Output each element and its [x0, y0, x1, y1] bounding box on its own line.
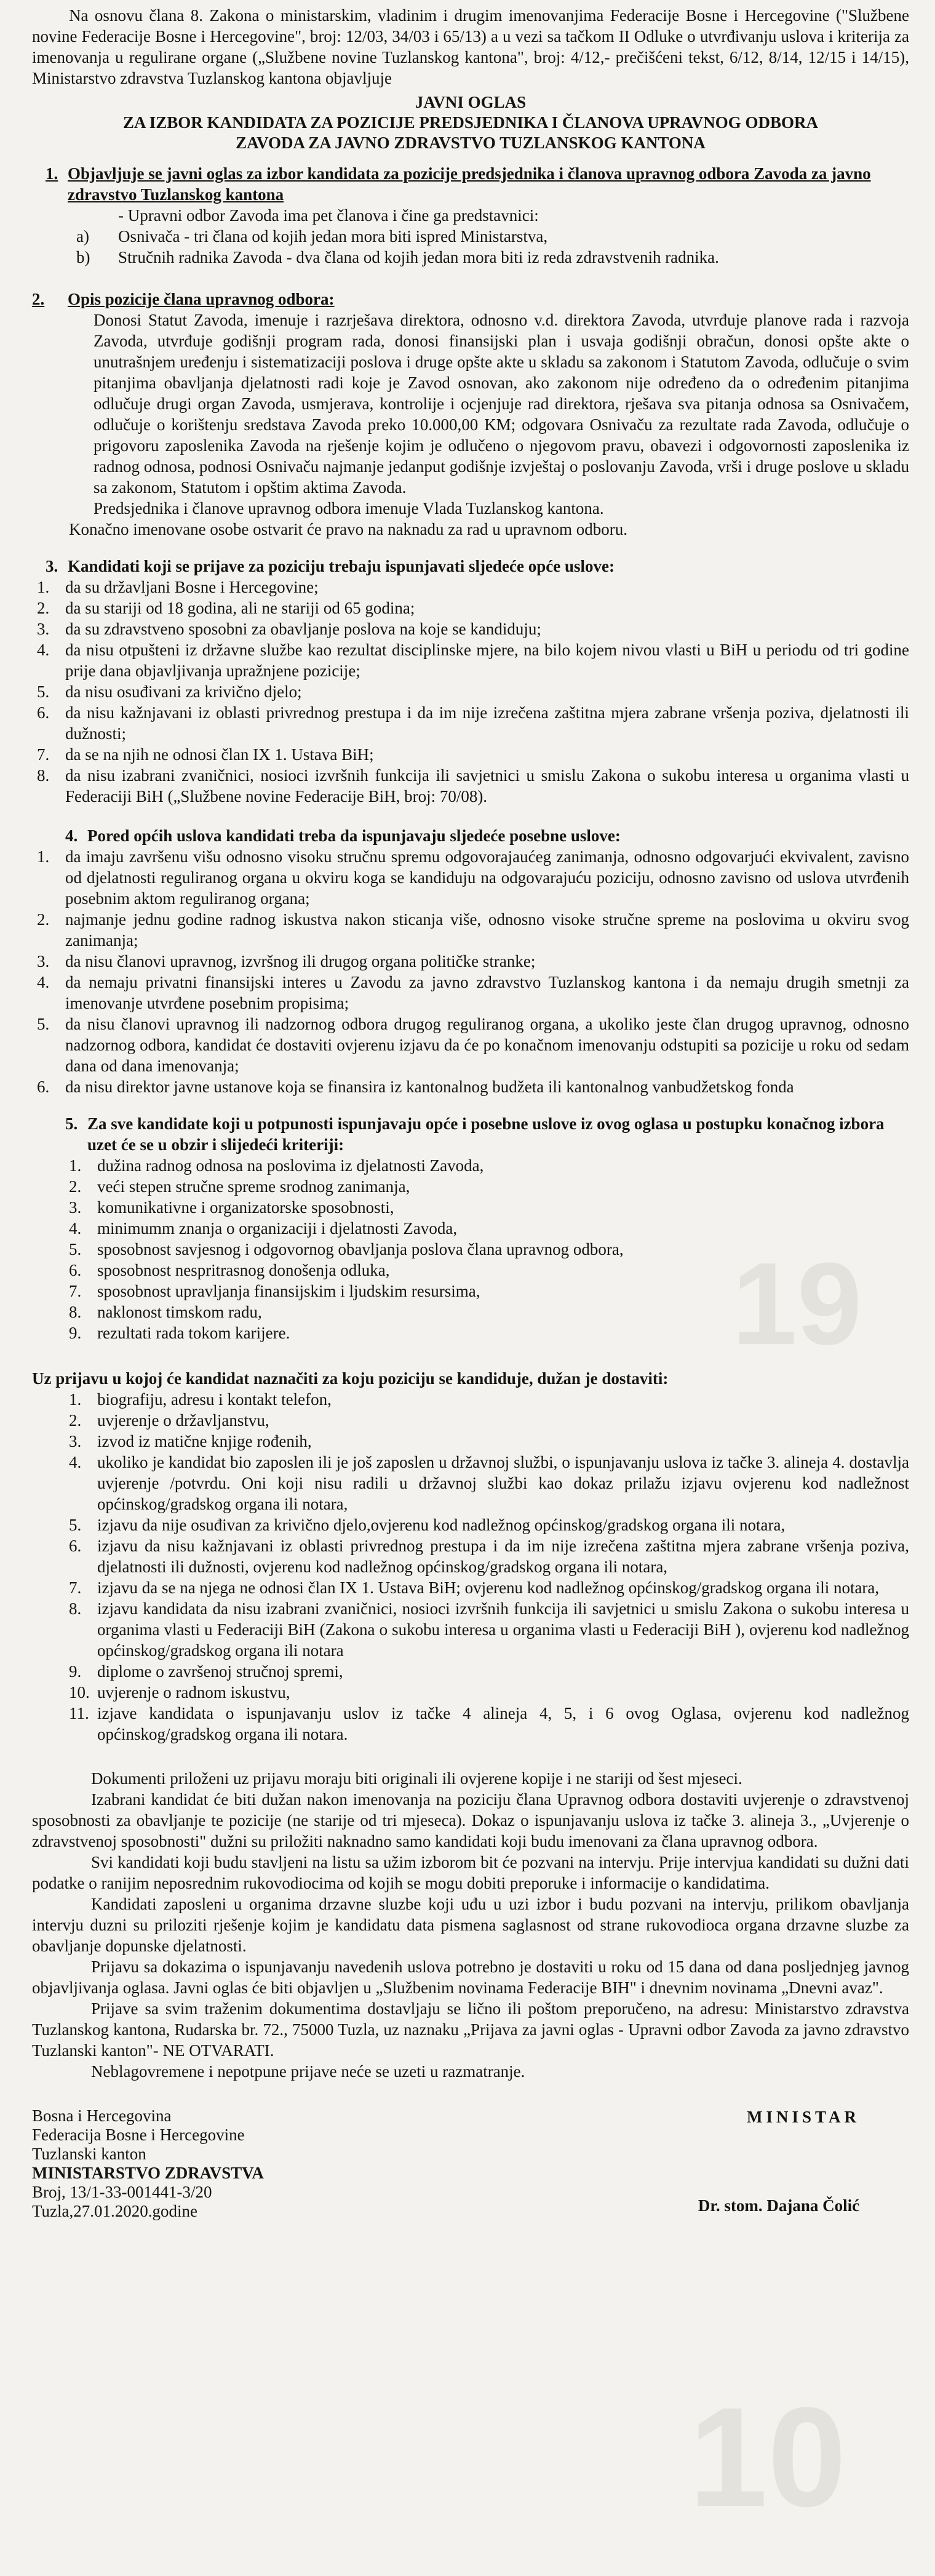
list-item: 2. da su stariji od 18 godina, ali ne stariji od 65 godina; [37, 599, 415, 617]
list-item [76, 247, 909, 268]
list-item: 4. minimumm znanja o organizaciji i djelatnosti Zavoda, [69, 1219, 458, 1238]
announcement-title [32, 92, 909, 153]
issuer-block [32, 2106, 264, 2221]
section-4-title [32, 825, 909, 846]
issue-date: Tuzla,27.01.2020.godine [32, 2202, 197, 2220]
list-item: 8. naklonost timskom radu, [69, 1303, 262, 1321]
criteria-list [32, 1155, 909, 1343]
section-2 [32, 289, 909, 540]
list-item: 4. ukoliko je kandidat bio zaposlen ili je još zaposlen u državnoj službi, o ispunjavanju uslova iz tačke 3. alineja 4. dostavlja uvjerenje /potvrdu. Oni koji nisu radili u državnoj službi kao dokaz prilažu izjavu ovjerenu kod nadležnost općinskog/gradskog organa ili notara, [69, 1453, 909, 1513]
signatory-name: Dr. stom. Dajana Čolić [698, 2196, 860, 2215]
list-item: 6. da nisu kažnjavani iz oblasti privrednog prestupa i da im nije izrečena zaštitna mjera zabrane vršenja poziva, djelatnosti ili dužnosti; [37, 703, 909, 743]
list-item: 5. sposobnost savjesnog i odgovornog obavljanja poslova člana upravnog odbora, [69, 1240, 624, 1258]
item-label: a) [76, 227, 89, 246]
section-title-text: Opis pozicije člana upravnog odbora: [68, 290, 335, 308]
list-item [76, 226, 909, 247]
section-4 [32, 825, 909, 1097]
closing-paragraph: Prijavu sa dokazima o ispunjavanju navedenih uslova potrebno je dostaviti u roku od 15 dana od dana posljednjeg javnog objavljivanja oglasa. Javni oglas će biti objavljen u „Službenim novinama Federacije BIH" i dnevnim novinama „Dnevni avaz". [32, 1958, 909, 1997]
list-item: 6. da nisu direktor javne ustanove koja se finansira iz kantonalnog budžeta ili kantonalnog vanbudžetskog fonda [37, 1078, 794, 1096]
section-number: 2. [32, 290, 45, 308]
list-item: 2. veći stepen stručne spreme srodnog zanimanja, [69, 1177, 410, 1196]
list-item: 8. da nisu izabrani zvaničnici, nosioci izvršnih funkcija ili savjetnici u smislu Zakona o sukobu interesa u organima vlasti u Federaciji BiH („Službene novine Federacije BiH, broj: 70/08). [37, 766, 909, 806]
section-2-line: Konačno imenovane osobe ostvarit će pravo na naknadu za rad u upravnom odboru. [69, 520, 627, 538]
closing-paragraphs [32, 1768, 909, 2082]
item-text: Osnivača - tri člana od kojih jedan mora biti ispred Ministarstva, [118, 227, 548, 246]
list-item: 1. da imaju završenu višu odnosno visoku stručnu spremu odgovorajaućeg zanimanja, odnosno odgovarjući ekvivalent, zavisno od djelatnosti reguliranog organa u okviru koga se kandiduju na odgovarajuću poziciju, odnosno zavisno od uslova utvrđenih posebnim aktom reguliranog organa; [37, 847, 909, 908]
required-documents-list [32, 1389, 909, 1745]
general-conditions-list [32, 577, 909, 807]
special-conditions-list [32, 846, 909, 1097]
section-title-text: Za sve kandidate koji u potpunosti ispunjavaju opće i posebne uslove iz ovog oglasa u postupku konačnog izbora uzet će se u obzir i slijedeći kriteriji: [87, 1114, 885, 1154]
list-item: 8. izjavu kandidata da nisu izabrani zvaničnici, nosioci izvršnih funkcija ili savjetnici u smislu Zakona o sukobu interesa u organima vlasti u Federaciji BiH (Zakona o sukobu interesa u organima vlasti u Federaciji BiH ), ovjerenu kod nadležnog općinskog/gradskog organa ili notara [69, 1599, 909, 1660]
list-item: 3. izvod iz matične knjige rođenih, [69, 1432, 312, 1450]
closing-paragraph: Prijave sa svim traženim dokumentima dostavljaju se lično ili poštom preporučeno, na adresu: Ministarstvo zdravstva Tuzlanskog kantona, Rudarska br. 72., 75000 Tuzla, uz naznaku „Prijava za javni oglas - Upravni odbor Zavoda za javno zdravstvo Tuzlanski kanton"- NE OTVARATI. [32, 1999, 909, 2060]
list-item: 4. da nisu otpušteni iz državne službe kao rezultat disciplinske mjere, na bilo kojem nivou vlasti u BiH u periodu od tri godine prije dana objavljivanja upražnjene pozicije; [37, 641, 909, 680]
item-label: b) [76, 248, 90, 266]
list-item: 7. izjavu da se na njega ne odnosi član IX 1. Ustava BiH; ovjerenu kod nadležnog općinskog/gradskog organa ili notara, [69, 1578, 880, 1597]
list-item: 1. da su državljani Bosne i Hercegovine; [37, 578, 319, 596]
item-text: Stručnih radnika Zavoda - dva člana od kojih jedan mora biti iz reda zdravstvenih radnika. [118, 248, 719, 266]
closing-paragraph: Dokumenti priloženi uz prijavu moraju biti originali ili ovjerene kopije i ne stariji od šest mjeseci. [91, 1769, 742, 1788]
list-item: 3. da nisu članovi upravnog, izvršnog ili drugog organa političke stranke; [37, 952, 536, 970]
section-2-title [32, 289, 909, 310]
closing-paragraph: Neblagovremene i nepotpune prijave neće se uzeti u razmatranje. [91, 2062, 525, 2081]
intro-paragraph: Na osnovu člana 8. Zakona o ministarskim, vladinim i drugim imenovanjima Federacije Bosne i Hercegovine ("Službene novine Federacije Bosne i Hercegovine", broj: 12/03, 34/03 i 65/13) a u vezi sa tačkom II Odluke o utvrđivanju uslova i kriterija za imenovanja u regulirane organe („Službene novine Tuzlanskog kantona", broj: 4/12,- prečišćeni tekst, 6/12, 8/14, 12/15 i 14/15), Ministarstvo zdravstva Tuzlanskog kantona objavljuje [32, 6, 909, 87]
list-item: 7. da se na njih ne odnosi član IX 1. Ustava BiH; [37, 745, 374, 764]
list-item: 2. najmanje jednu godine radnog iskustva nakon sticanja više, odnosno visoke stručne spreme na poslovima u okviru svog zanimanja; [37, 910, 909, 950]
minister-label: MINISTAR [746, 2108, 860, 2126]
section-number: 4. [65, 826, 78, 845]
list-item: 5. izjavu da nije osuđivan za krivično djelo,ovjerenu kod nadležnog općinskog/gradskog organa ili notara, [69, 1516, 786, 1534]
section-title-text: Kandidati koji se prijave za poziciju trebaju ispunjavati sljedeće opće uslove: [68, 557, 615, 575]
list-item: 3. da su zdravstveno sposobni za obavljanje poslova na koje se kandiduju; [37, 620, 541, 638]
title-line: ZA IZBOR KANDIDATA ZA POZICIJE PREDSJEDNIKA I ČLANOVA UPRAVNOG ODBORA [123, 113, 818, 132]
section-6-title: Uz prijavu u kojoj će kandidat naznačiti za koju poziciju se kandiduje, dužan je dostaviti: [32, 1369, 669, 1388]
title-line: ZAVODA ZA JAVNO ZDRAVSTVO TUZLANSKOG KANTONA [236, 134, 706, 152]
issuer-line: Bosna i Hercegovina [32, 2106, 172, 2125]
section-2-line: Predsjednika i članove upravnog odbora imenuje Vlada Tuzlanskog kantona. [94, 499, 604, 518]
list-item: 4. da nemaju privatni finansijski interes u Zavodu za javno zdravstvo Tuzlanskog kantona i da nemaju drugih smetnji za imenovanje utvrđene posebnim propisima; [37, 973, 909, 1012]
section-1-subtitle: - Upravni odbor Zavoda ima pet članova i čine ga predstavnici: [118, 206, 539, 225]
section-1 [32, 163, 909, 268]
list-item: 7. sposobnost upravljanja finansijskim i ljudskim resursima, [69, 1282, 480, 1300]
closing-paragraph: Kandidati zaposleni u organima drzavne sluzbe koji uđu u uzi izbor i budu pozvani na intervju, prilikom obavljanja intervju duzni su priloziti rješenje kojim je kandidatu data pismena saglasnost od strane rukovodioca organa drzavne sluzbe za obavljanje dopunske djelatnosti. [32, 1895, 909, 1955]
closing-paragraph: Izabrani kandidat će biti dužan nakon imenovanja na poziciju člana Upravnog odbora dostaviti uvjerenje o zdravstvenoj sposobnosti za obavljanje te pozicije (ne starije od tri mjeseca). Dokaz o ispunjavanju uslova iz tačke 3. alineja 3., „Uvjerenje o zdravstvenoj sposobnosti" dužni su priložiti naknadno samo kandidati koji budu imenovani za člana upravnog odbora. [32, 1790, 909, 1850]
issuer-line: Federacija Bosne i Hercegovine [32, 2126, 245, 2144]
section-number: 5. [65, 1114, 78, 1133]
list-item: 5. da nisu osuđivani za krivično djelo; [37, 682, 302, 701]
list-item: 2. uvjerenje o državljanstvu, [69, 1411, 269, 1430]
section-title-text: Pored općih uslova kandidati treba da ispunjavaju sljedeće posebne uslove: [87, 826, 621, 845]
closing-paragraph: Svi kandidati koji budu stavljeni na listu sa užim izborom bit će pozvani na intervju. Prije intervjua kandidati su dužni dati podatke o ranijim neposrednim rukovodiocima od kojih se mogu dobiti preporuke i informacije o kandidatima. [32, 1853, 909, 1892]
section-5 [32, 1113, 909, 1343]
list-item: 10. uvjerenje o radnom iskustvu, [69, 1683, 290, 1702]
section-number: 1. [46, 164, 58, 183]
title-line: JAVNI OGLAS [415, 93, 527, 111]
list-item: 3. komunikativne i organizatorske sposobnosti, [69, 1198, 394, 1217]
section-title-text: Objavljuje se javni oglas za izbor kandidata za pozicije predsjednika i članova upravnog odbora Zavoda za javno zdravstvo Tuzlanskog kantona [68, 164, 871, 204]
list-item: 1. dužina radnog odnosa na poslovima iz djelatnosti Zavoda, [69, 1156, 484, 1175]
section-1-title [32, 163, 909, 205]
section-2-text: Donosi Statut Zavoda, imenuje i razrješava direktora, odnosno v.d. direktora Zavoda, utvrđuje planove rada i razvoja Zavoda, utvrđuje godišnji program rada, donosi finansijski plan i usvaja godišnji obračun, donosi opšte akte o unutrašnjem uređenju i sistematizaciji poslova i druge opšte akte u skladu sa zakonom i Statutom Zavoda, odlučuje o svim pitanjima obavljanja djelatnosti radi koje je Zavod osnovan, ako zakonom nije određeno da o određenim pitanjima odlučuje drugi organ Zavoda, usmjerava, kontrolije i ocjenjuje rad direktora, rješava sva pitanja odnosa sa Osnivačem, odlučuje o korištenju sredstava Zavoda preko 10.000,00 KM; odgovara Osnivaču za rezultate rada Zavoda, odlučuje o prigovoru zaposlenika Zavoda na rješenje kojim je odlučeno o njegovom pravu, obavezi i odgovornosti zaposlenika iz radnog odnosa, podnosi Osnivaču najmanje jedanput godišnje izvještaj o poslovanju Zavoda, vrši i druge poslove u skladu sa zakonom, Statutom i opštim aktima Zavoda. [94, 311, 909, 497]
signature-footer [32, 2106, 909, 2242]
list-item: 11. izjave kandidata o ispunjavanju uslov iz tačke 4 alineja 4, 5, i 6 ovog Oglasa, ovjerenu kod nadležnog općinskog/gradskog organa ili notara. [69, 1704, 909, 1743]
section-number: 3. [46, 557, 58, 575]
section-6 [32, 1368, 909, 1745]
list-item: 1. biografiju, adresu i kontakt telefon, [69, 1390, 332, 1409]
issuer-line: Tuzlanski kanton [32, 2145, 146, 2163]
list-item: 6. izjavu da nisu kažnjavani iz oblasti privrednog prestupa i da im nije izrečena zaštitna mjera zabrane vršenja poziva, djelatnosti ili dužnosti, ovjerenu kod nadležnog općinskog/gradskog organa ili notara, [69, 1537, 909, 1576]
list-item: 5. da nisu članovi upravnog ili nadzornog odbora drugog reguliranog organa, a ukoliko jeste član drugog upravnog, odnosno nadzornog odbora, kandidat će dostaviti ovjerenu izjavu da će po konačnom imenovanju odstupiti sa pozicije u roku od sedam dana od dana imenovanja; [37, 1015, 909, 1075]
section-3-title [32, 556, 909, 577]
minister-block [698, 2106, 860, 2216]
background-watermark: 19 [732, 1239, 862, 1369]
list-item: 6. sposobnost nespritrasnog donošenja odluka, [69, 1261, 390, 1279]
section-5-title [32, 1113, 909, 1155]
section-3 [32, 556, 909, 807]
list-item: 9. diplome o završenoj stručnoj spremi, [69, 1662, 343, 1681]
background-watermark: 10 [689, 2378, 846, 2536]
ministry-name: MINISTARSTVO ZDRAVSTVA [32, 2164, 264, 2182]
list-item: 9. rezultati rada tokom karijere. [69, 1324, 290, 1342]
reference-number: Broj, 13/1-33-001441-3/20 [32, 2183, 212, 2201]
announcement-body [32, 5, 909, 2242]
